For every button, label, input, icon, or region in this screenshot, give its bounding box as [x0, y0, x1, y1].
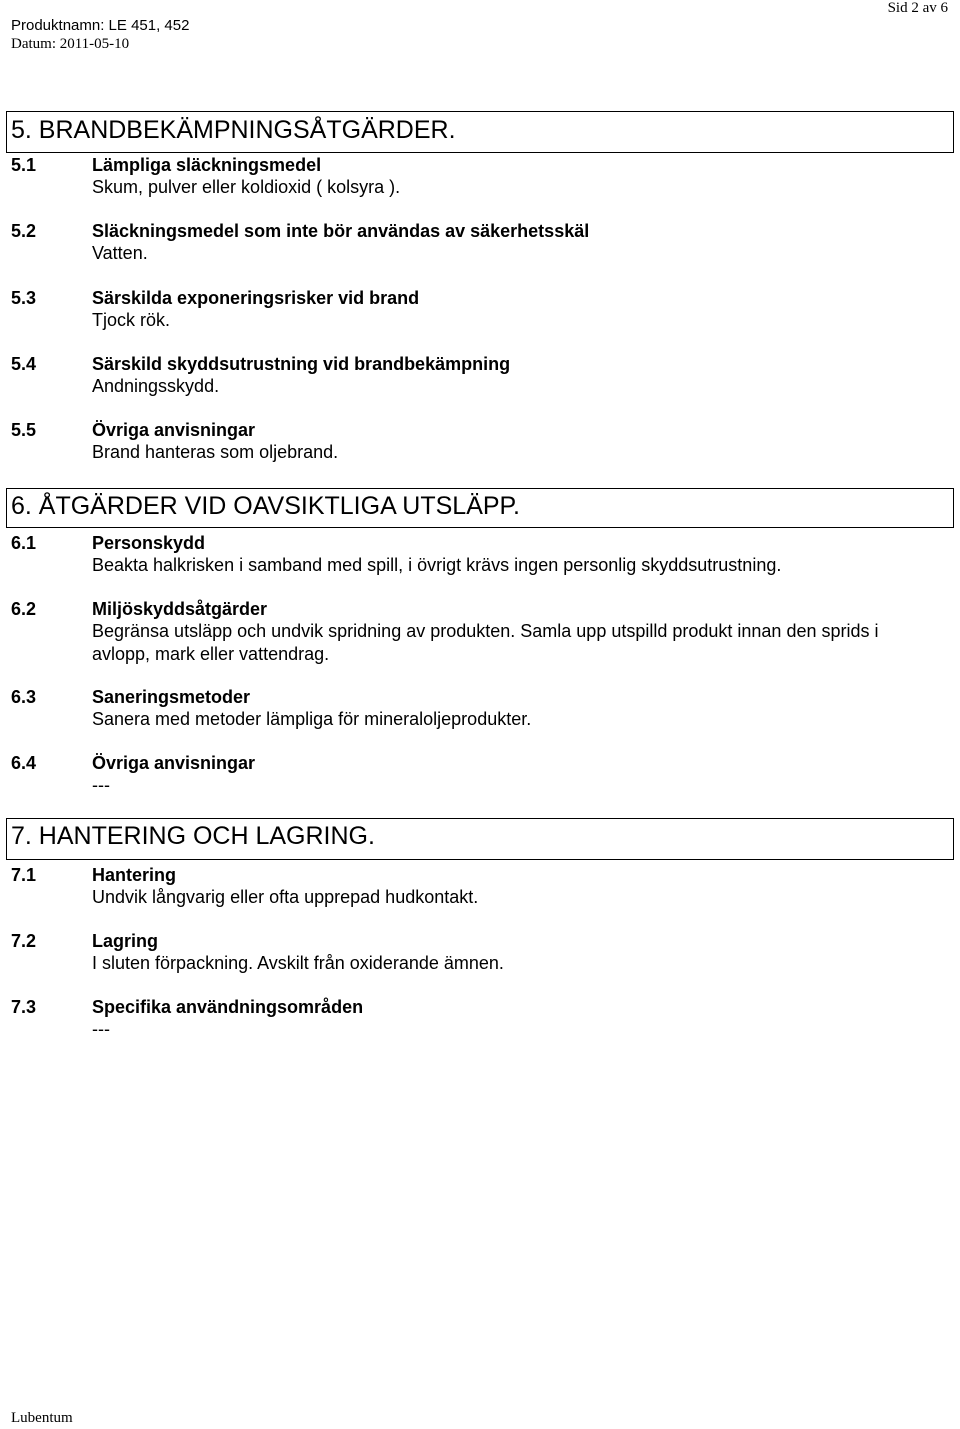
document-date: Datum: 2011-05-10	[11, 36, 130, 52]
subsection-title: Hantering	[92, 865, 177, 885]
subsection-body: Beakta halkrisken i samband med spill, i övrigt krävs ingen personlig skyddsutrustning.	[92, 555, 782, 575]
subsection-number: 5.1	[11, 155, 37, 175]
subsection-title: Särskilda exponeringsrisker vid brand	[92, 288, 420, 308]
subsection-number: 5.5	[11, 420, 37, 440]
subsection-body: I sluten förpackning. Avskilt från oxiderande ämnen.	[92, 953, 504, 973]
subsection-body: ---	[92, 1019, 110, 1039]
subsection-6-1	[11, 532, 941, 577]
subsection-7-1	[11, 864, 941, 909]
subsection-body: Skum, pulver eller koldioxid ( kolsyra ).	[92, 177, 401, 197]
section-5-title: 5. BRANDBEKÄMPNINGSÅTGÄRDER.	[11, 116, 456, 144]
section-6-title: 6. ÅTGÄRDER VID OAVSIKTLIGA UTSLÄPP.	[11, 492, 520, 520]
subsection-number: 5.3	[11, 288, 37, 308]
subsection-6-4	[11, 752, 941, 797]
subsection-title: Miljöskyddsåtgärder	[92, 599, 268, 619]
subsection-body: ---	[92, 775, 110, 795]
page-number: Sid 2 av 6	[887, 0, 948, 16]
subsection-number: 7.3	[11, 997, 37, 1017]
subsection-5-1	[11, 154, 941, 199]
subsection-title: Släckningsmedel som inte bör användas av säkerhetsskäl	[92, 221, 590, 241]
subsection-6-3	[11, 686, 941, 731]
subsection-body: Vatten.	[92, 243, 148, 263]
subsection-5-2	[11, 220, 941, 265]
subsection-number: 7.2	[11, 931, 37, 951]
subsection-title: Lämpliga släckningsmedel	[92, 155, 322, 175]
subsection-number: 5.4	[11, 354, 37, 374]
subsection-number: 7.1	[11, 865, 37, 885]
section-7-title: 7. HANTERING OCH LAGRING.	[11, 822, 375, 850]
subsection-number: 6.2	[11, 599, 37, 619]
subsection-7-3	[11, 996, 941, 1041]
subsection-body: Tjock rök.	[92, 310, 171, 330]
subsection-title: Övriga anvisningar	[92, 753, 256, 773]
subsection-body: Brand hanteras som oljebrand.	[92, 442, 339, 462]
subsection-body: Undvik långvarig eller ofta upprepad hudkontakt.	[92, 887, 479, 907]
subsection-7-2	[11, 930, 941, 975]
subsection-number: 5.2	[11, 221, 37, 241]
subsection-number: 6.1	[11, 533, 37, 553]
subsection-title: Personskydd	[92, 533, 206, 553]
subsection-title: Saneringsmetoder	[92, 687, 251, 707]
subsection-title: Specifika användningsområden	[92, 997, 364, 1017]
subsection-5-3	[11, 287, 941, 332]
subsection-number: 6.4	[11, 753, 37, 773]
subsection-number: 6.3	[11, 687, 37, 707]
subsection-5-4	[11, 353, 941, 398]
subsection-body: Sanera med metoder lämpliga för mineraloljeprodukter.	[92, 709, 532, 729]
subsection-title: Lagring	[92, 931, 158, 951]
footer-company: Lubentum	[11, 1410, 73, 1426]
subsection-6-2	[11, 598, 941, 666]
subsection-title: Särskild skyddsutrustning vid brandbekämpning	[92, 354, 511, 374]
subsection-body: Begränsa utsläpp och undvik spridning av produkten. Samla upp utspilld produkt innan den sprids i avlopp, mark eller vattendrag.	[92, 621, 879, 664]
subsection-body: Andningsskydd.	[92, 376, 220, 396]
subsection-5-5	[11, 419, 941, 464]
subsection-title: Övriga anvisningar	[92, 420, 256, 440]
product-name: Produktnamn: LE 451, 452	[11, 17, 190, 34]
